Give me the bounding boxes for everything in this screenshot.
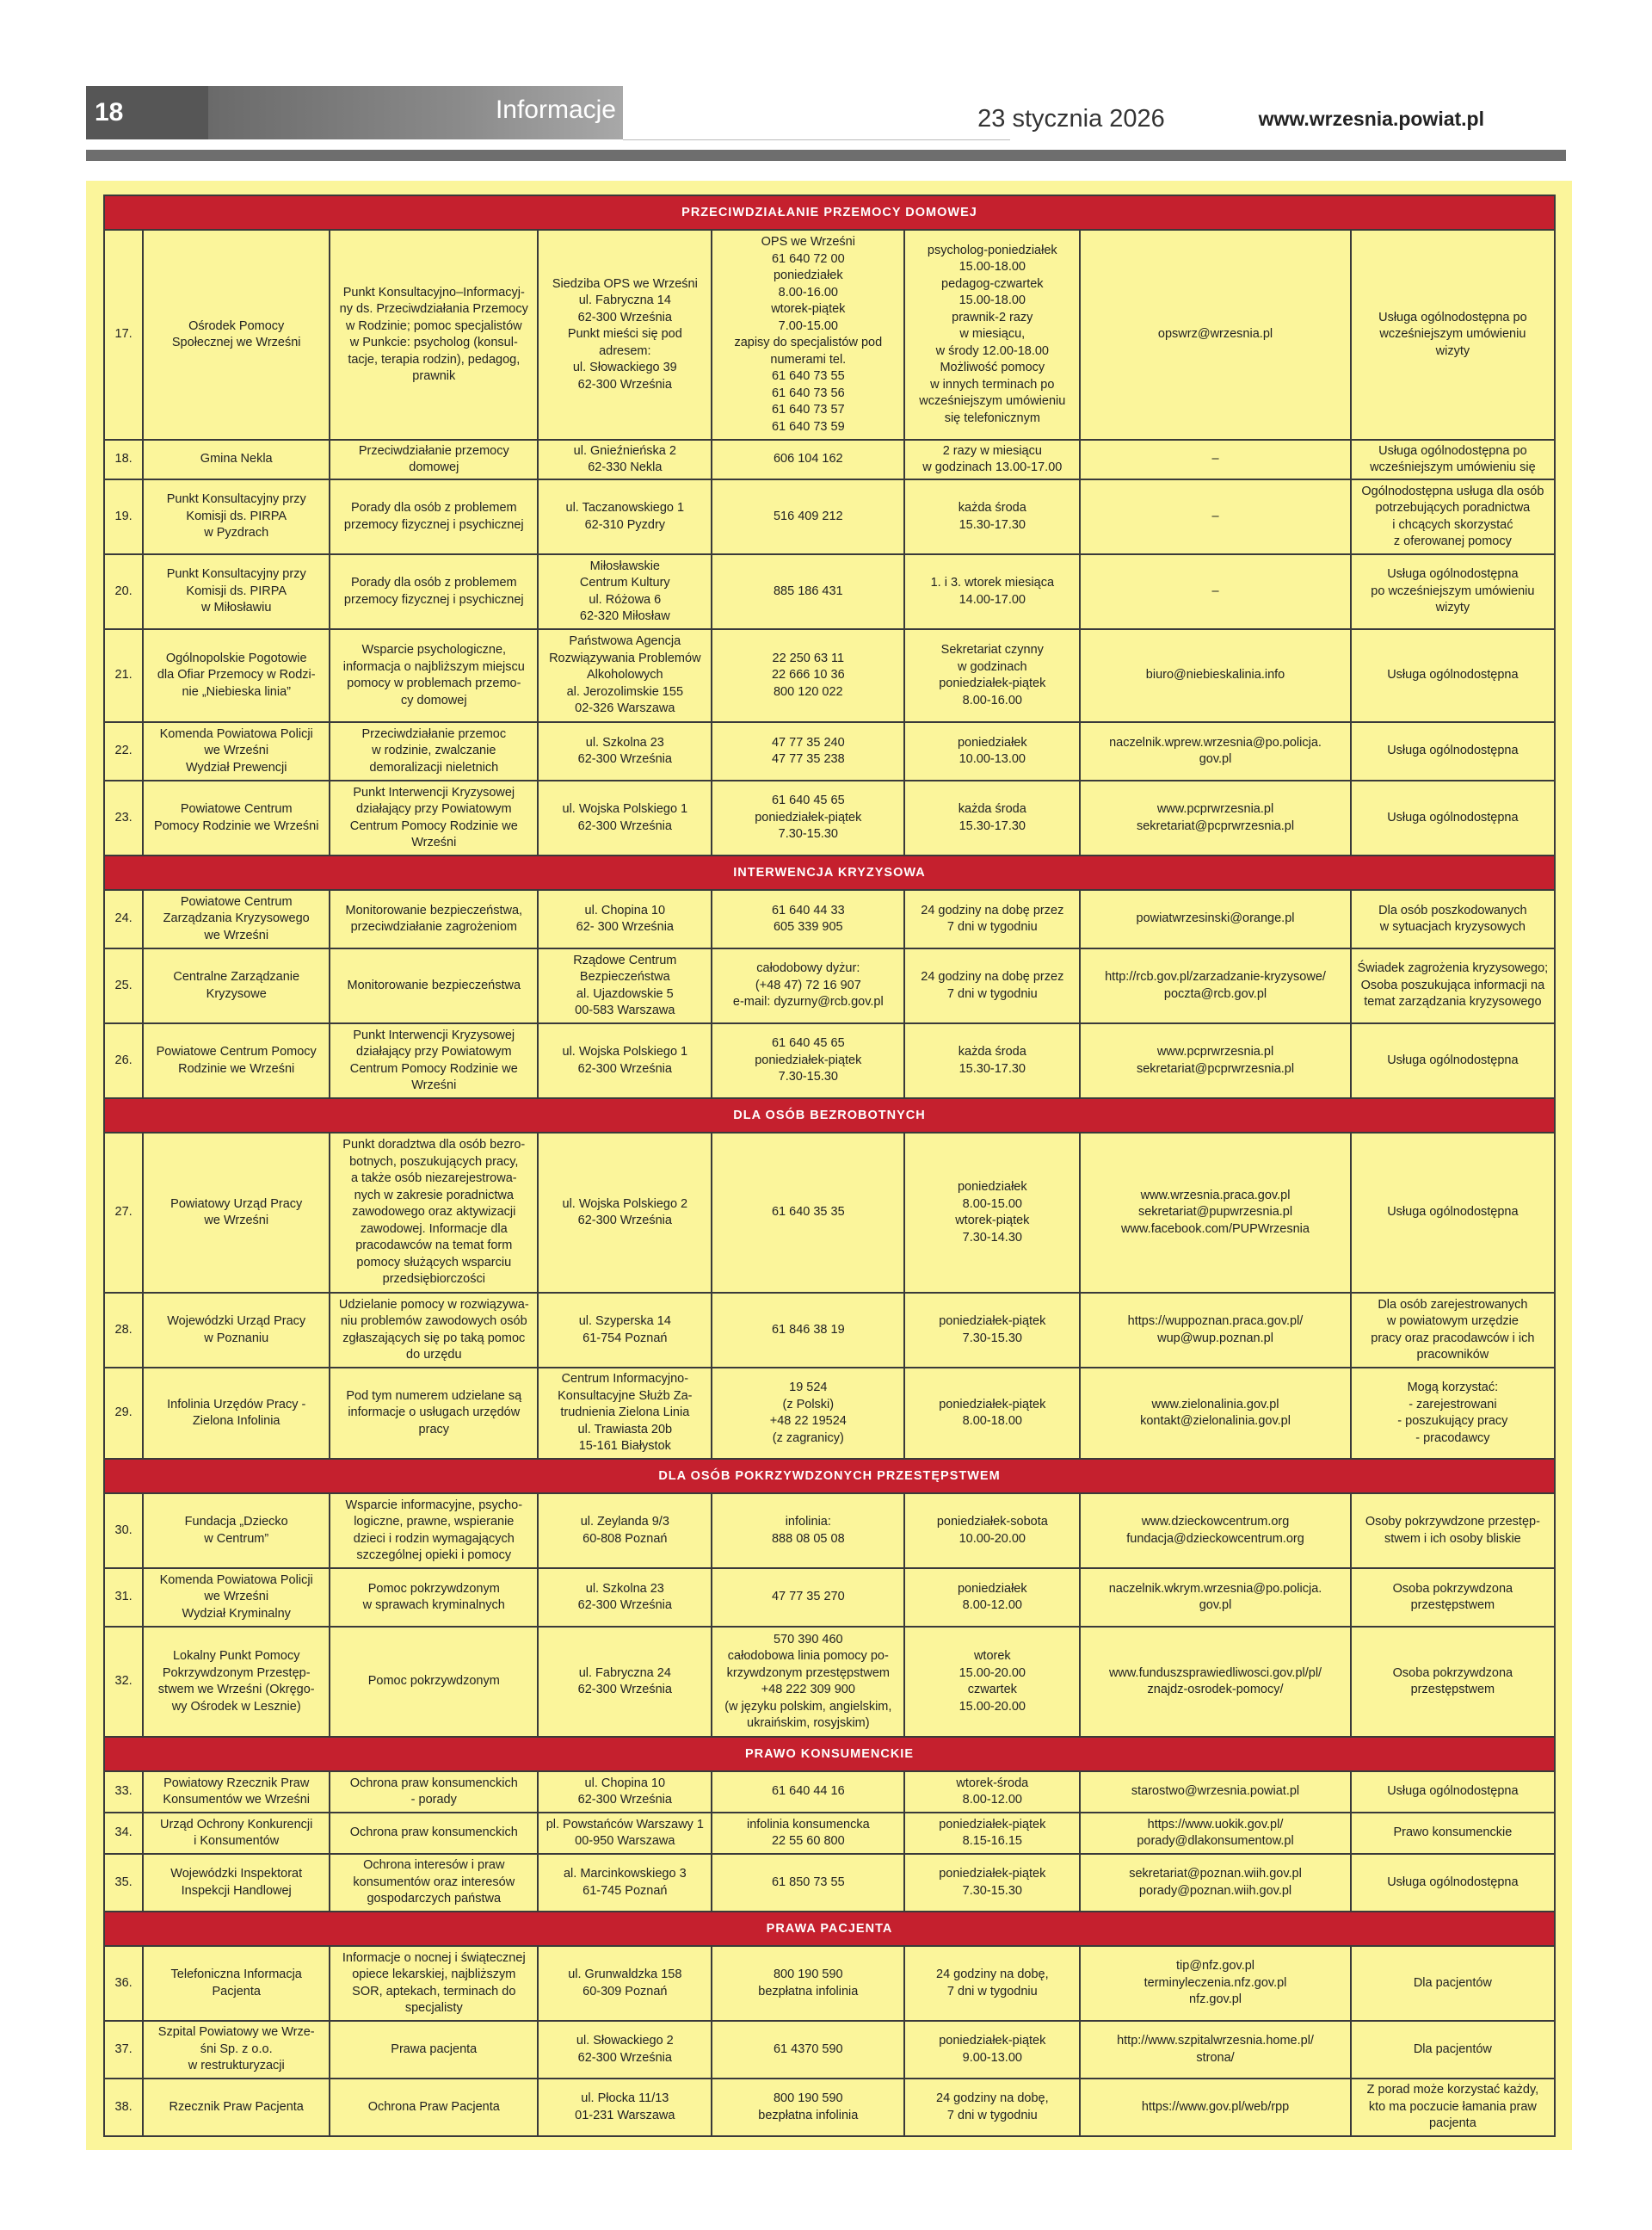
row-number: 38. — [104, 2079, 143, 2136]
table-row — [104, 1023, 1555, 1098]
opening-hours: wtorek-środa 8.00-12.00 — [904, 1771, 1080, 1813]
service-description: Informacje o nocnej i świątecznej opiece lekarskiej, najbliższym SOR, aptekach, terminach do specjalisty — [330, 1946, 538, 2021]
row-number: 24. — [104, 890, 143, 948]
phone: 61 640 44 16 — [712, 1771, 904, 1813]
phone: 606 104 162 — [712, 440, 904, 479]
table-row — [104, 479, 1555, 554]
section-header: PRZECIWDZIAŁANIE PRZEMOCY DOMOWEJ — [104, 195, 1555, 230]
row-number: 37. — [104, 2021, 143, 2079]
service-description: Przeciwdziałanie przemoc w rodzinie, zwalczanie demoralizacji nieletnich — [330, 722, 538, 781]
phone: 61 850 73 55 — [712, 1854, 904, 1912]
institution-name: Komenda Powiatowa Policji we Wrześni Wydział Prewencji — [143, 722, 330, 781]
section-header: PRAWA PACJENTA — [104, 1912, 1555, 1946]
opening-hours: każda środa 15.30-17.30 — [904, 1023, 1080, 1098]
access-info: Dla pacjentów — [1351, 1946, 1555, 2021]
institution-name: Punkt Konsultacyjny przy Komisji ds. PIRPA w Miłosławiu — [143, 554, 330, 629]
institution-name: Centralne Zarządzanie Kryzysowe — [143, 948, 330, 1023]
phone: 47 77 35 270 — [712, 1568, 904, 1627]
table-row — [104, 629, 1555, 722]
table-row — [104, 890, 1555, 948]
contact-info[interactable]: https://www.uokik.gov.pl/ porady@dlakonsumentow.pl — [1080, 1813, 1350, 1854]
row-number: 35. — [104, 1854, 143, 1912]
phone: 61 640 35 35 — [712, 1133, 904, 1293]
contact-info[interactable]: www.zielonalinia.gov.pl kontakt@zielonalinia.gov.pl — [1080, 1368, 1350, 1459]
header-rule — [86, 150, 1566, 161]
opening-hours: poniedziałek-piątek 8.15-16.15 — [904, 1813, 1080, 1854]
contact-info[interactable]: http://rcb.gov.pl/zarzadzanie-kryzysowe/ poczta@rcb.gov.pl — [1080, 948, 1350, 1023]
opening-hours: 2 razy w miesiącu w godzinach 13.00-17.00 — [904, 440, 1080, 479]
address: ul. Wojska Polskiego 1 62-300 Września — [538, 781, 712, 856]
contact-info[interactable]: – — [1080, 479, 1350, 554]
contact-info[interactable]: naczelnik.wkrym.wrzesnia@po.policja. gov.pl — [1080, 1568, 1350, 1627]
section-header: DLA OSÓB BEZROBOTNYCH — [104, 1098, 1555, 1133]
access-info: Usługa ogólnodostępna — [1351, 1023, 1555, 1098]
table-row — [104, 1627, 1555, 1737]
row-number: 27. — [104, 1133, 143, 1293]
institution-name: Wojewódzki Inspektorat Inspekcji Handlowej — [143, 1854, 330, 1912]
phone: całodobowy dyżur: (+48 47) 72 16 907 e-mail: dyzurny@rcb.gov.pl — [712, 948, 904, 1023]
contact-info[interactable]: www.pcprwrzesnia.pl sekretariat@pcprwrzesnia.pl — [1080, 781, 1350, 856]
table-row — [104, 1854, 1555, 1912]
opening-hours: psycholog-poniedziałek 15.00-18.00 pedagog-czwartek 15.00-18.00 prawnik-2 razy w miesiącu, w środy 12.00-18.00 Możliwość pomocy w innych terminach po wcześniejszym umówieniu się telefonicznym — [904, 230, 1080, 440]
access-info: Osoba pokrzywdzona przestępstwem — [1351, 1627, 1555, 1737]
service-description: Punkt Interwencji Kryzysowej działający przy Powiatowym Centrum Pomocy Rodzinie we Wrześni — [330, 1023, 538, 1098]
access-info: Usługa ogólnodostępna — [1351, 722, 1555, 781]
phone: 61 846 38 19 — [712, 1293, 904, 1368]
service-description: Monitorowanie bezpieczeństwa, przeciwdziałanie zagrożeniom — [330, 890, 538, 948]
opening-hours: poniedziałek 10.00-13.00 — [904, 722, 1080, 781]
opening-hours: Sekretariat czynny w godzinach poniedziałek-piątek 8.00-16.00 — [904, 629, 1080, 722]
table-row — [104, 1568, 1555, 1627]
row-number: 36. — [104, 1946, 143, 2021]
opening-hours: poniedziałek-piątek 8.00-18.00 — [904, 1368, 1080, 1459]
institution-name: Telefoniczna Informacja Pacjenta — [143, 1946, 330, 2021]
table-row — [104, 440, 1555, 479]
institution-name: Rzecznik Praw Pacjenta — [143, 2079, 330, 2136]
phone: 19 524 (z Polski) +48 22 19524 (z zagranicy) — [712, 1368, 904, 1459]
access-info: Ogólnodostępna usługa dla osób potrzebujących poradnictwa i chcących skorzystać z oferowanej pomocy — [1351, 479, 1555, 554]
access-info: Usługa ogólnodostępna po wcześniejszym umówieniu wizyty — [1351, 230, 1555, 440]
row-number: 25. — [104, 948, 143, 1023]
phone: 22 250 63 11 22 666 10 36 800 120 022 — [712, 629, 904, 722]
access-info: Dla pacjentów — [1351, 2021, 1555, 2079]
row-number: 30. — [104, 1493, 143, 1568]
row-number: 28. — [104, 1293, 143, 1368]
service-description: Wsparcie informacyjne, psycho- logiczne, prawne, wspieranie dzieci i rodzin wymagających szczególnej opieki i pomocy — [330, 1493, 538, 1568]
institution-name: Szpital Powiatowy we Wrze- śni Sp. z o.o. w restrukturyzacji — [143, 2021, 330, 2079]
service-description: Ochrona Praw Pacjenta — [330, 2079, 538, 2136]
contact-info[interactable]: https://wuppoznan.praca.gov.pl/ wup@wup.poznan.pl — [1080, 1293, 1350, 1368]
institution-name: Powiatowy Urząd Pracy we Wrześni — [143, 1133, 330, 1293]
row-number: 17. — [104, 230, 143, 440]
table-row — [104, 948, 1555, 1023]
service-description: Punkt doradztwa dla osób bezro- botnych, poszukujących pracy, a także osób niezarejestrowa- nych w zakresie poradnictwa zawodowego oraz aktywizacji zawodowej. Informacje dla pracodawców na temat form pomocy służących wsparciu przedsiębiorczości — [330, 1133, 538, 1293]
row-number: 21. — [104, 629, 143, 722]
table-row — [104, 2079, 1555, 2136]
institution-name: Infolinia Urzędów Pracy - Zielona Infolinia — [143, 1368, 330, 1459]
address: ul. Zeylanda 9/3 60-808 Poznań — [538, 1493, 712, 1568]
access-info: Usługa ogólnodostępna — [1351, 1854, 1555, 1912]
institution-name: Ogólnopolskie Pogotowie dla Ofiar Przemocy w Rodzi- nie „Niebieska linia” — [143, 629, 330, 722]
services-table — [103, 195, 1556, 2137]
access-info: Dla osób poszkodowanych w sytuacjach kryzysowych — [1351, 890, 1555, 948]
address: ul. Chopina 10 62- 300 Września — [538, 890, 712, 948]
institution-name: Powiatowe Centrum Zarządzania Kryzysowego we Wrześni — [143, 890, 330, 948]
contact-info[interactable]: tip@nfz.gov.pl terminyleczenia.nfz.gov.pl nfz.gov.pl — [1080, 1946, 1350, 2021]
service-description: Pod tym numerem udzielane są informacje o usługach urzędów pracy — [330, 1368, 538, 1459]
address: Państwowa Agencja Rozwiązywania Problemów Alkoholowych al. Jerozolimskie 155 02-326 Warszawa — [538, 629, 712, 722]
service-description: Pomoc pokrzywdzonym w sprawach kryminalnych — [330, 1568, 538, 1627]
institution-name: Powiatowy Rzecznik Praw Konsumentów we Wrześni — [143, 1771, 330, 1813]
contact-info[interactable]: – — [1080, 440, 1350, 479]
access-info: Świadek zagrożenia kryzysowego; Osoba poszukująca informacji na temat zarządzania kryzysowego — [1351, 948, 1555, 1023]
phone: 61 640 45 65 poniedziałek-piątek 7.30-15.30 — [712, 1023, 904, 1098]
service-description: Punkt Interwencji Kryzysowej działający przy Powiatowym Centrum Pomocy Rodzinie we Wrześni — [330, 781, 538, 856]
access-info: Z porad może korzystać każdy, kto ma poczucie łamania praw pacjenta — [1351, 2079, 1555, 2136]
table-row — [104, 1368, 1555, 1459]
contact-info[interactable]: www.wrzesnia.praca.gov.pl sekretariat@pupwrzesnia.pl www.facebook.com/PUPWrzesnia — [1080, 1133, 1350, 1293]
address: ul. Chopina 10 62-300 Września — [538, 1771, 712, 1813]
phone: 516 409 212 — [712, 479, 904, 554]
access-info: Usługa ogólnodostępna — [1351, 781, 1555, 856]
service-description: Przeciwdziałanie przemocy domowej — [330, 440, 538, 479]
opening-hours: 24 godziny na dobę przez 7 dni w tygodniu — [904, 890, 1080, 948]
contact-info[interactable]: naczelnik.wprew.wrzesnia@po.policja. gov.pl — [1080, 722, 1350, 781]
row-number: 32. — [104, 1627, 143, 1737]
table-row — [104, 1493, 1555, 1568]
opening-hours: poniedziałek-piątek 7.30-15.30 — [904, 1854, 1080, 1912]
contact-info[interactable]: www.pcprwrzesnia.pl sekretariat@pcprwrzesnia.pl — [1080, 1023, 1350, 1098]
section-title: Informacje — [495, 96, 616, 124]
phone: 61 4370 590 — [712, 2021, 904, 2079]
address: ul. Taczanowskiego 1 62-310 Pyzdry — [538, 479, 712, 554]
opening-hours: poniedziałek-piątek 9.00-13.00 — [904, 2021, 1080, 2079]
phone: 885 186 431 — [712, 554, 904, 629]
opening-hours: każda środa 15.30-17.30 — [904, 479, 1080, 554]
address: pl. Powstańców Warszawy 1 00-950 Warszawa — [538, 1813, 712, 1854]
page-number: 18 — [86, 86, 208, 139]
service-description: Prawa pacjenta — [330, 2021, 538, 2079]
access-info: Mogą korzystać: - zarejestrowani - poszukujący pracy - pracodawcy — [1351, 1368, 1555, 1459]
row-number: 22. — [104, 722, 143, 781]
table-row — [104, 1293, 1555, 1368]
address: ul. Gnieźnieńska 2 62-330 Nekla — [538, 440, 712, 479]
row-number: 26. — [104, 1023, 143, 1098]
opening-hours: 24 godziny na dobę przez 7 dni w tygodniu — [904, 948, 1080, 1023]
service-description: Porady dla osób z problemem przemocy fizycznej i psychicznej — [330, 479, 538, 554]
address: ul. Szkolna 23 62-300 Września — [538, 1568, 712, 1627]
institution-name: Komenda Powiatowa Policji we Wrześni Wydział Kryminalny — [143, 1568, 330, 1627]
website-link[interactable]: www.wrzesnia.powiat.pl — [1258, 108, 1484, 130]
opening-hours: 24 godziny na dobę, 7 dni w tygodniu — [904, 1946, 1080, 2021]
opening-hours: każda środa 15.30-17.30 — [904, 781, 1080, 856]
institution-name: Powiatowe Centrum Pomocy Rodzinie we Wrześni — [143, 781, 330, 856]
phone: OPS we Wrześni 61 640 72 00 poniedziałek 8.00-16.00 wtorek-piątek 7.00-15.00 zapisy do specjalistów pod numerami tel. 61 640 73 55 61 640 73 56 61 640 73 57 61 640 73 59 — [712, 230, 904, 440]
row-number: 33. — [104, 1771, 143, 1813]
table-row — [104, 1946, 1555, 2021]
table-row — [104, 722, 1555, 781]
phone: 800 190 590 bezpłatna infolinia — [712, 2079, 904, 2136]
address: Centrum Informacyjno- Konsultacyjne Służb Za- trudnienia Zielona Linia ul. Trawiasta 20b 15-161 Białystok — [538, 1368, 712, 1459]
address: ul. Wojska Polskiego 1 62-300 Września — [538, 1023, 712, 1098]
section-banner — [208, 86, 623, 139]
table-row — [104, 2021, 1555, 2079]
table-row — [104, 554, 1555, 629]
address: Siedziba OPS we Wrześni ul. Fabryczna 14 62-300 Września Punkt mieści się pod adresem: ul. Słowackiego 39 62-300 Września — [538, 230, 712, 440]
address: ul. Płocka 11/13 01-231 Warszawa — [538, 2079, 712, 2136]
address: ul. Szkolna 23 62-300 Września — [538, 722, 712, 781]
contact-info[interactable]: biuro@niebieskalinia.info — [1080, 629, 1350, 722]
row-number: 19. — [104, 479, 143, 554]
contact-info[interactable]: sekretariat@poznan.wiih.gov.pl porady@poznan.wiih.gov.pl — [1080, 1854, 1350, 1912]
access-info: Usługa ogólnodostępna — [1351, 629, 1555, 722]
access-info: Usługa ogólnodostępna — [1351, 1133, 1555, 1293]
address: Rządowe Centrum Bezpieczeństwa al. Ujazdowskie 5 00-583 Warszawa — [538, 948, 712, 1023]
row-number: 18. — [104, 440, 143, 479]
institution-name: Urząd Ochrony Konkurencji i Konsumentów — [143, 1813, 330, 1854]
institution-name: Wojewódzki Urząd Pracy w Poznaniu — [143, 1293, 330, 1368]
service-description: Punkt Konsultacyjno–Informacyj- ny ds. Przeciwdziałania Przemocy w Rodzinie; pomoc specjalistów w Punkcie: psycholog (konsul- tacje, terapia rodzin), pedagog, prawnik — [330, 230, 538, 440]
section-header-row — [104, 1459, 1555, 1493]
service-description: Ochrona praw konsumenckich — [330, 1813, 538, 1854]
section-header-row — [104, 1098, 1555, 1133]
row-number: 20. — [104, 554, 143, 629]
opening-hours: 24 godziny na dobę, 7 dni w tygodniu — [904, 2079, 1080, 2136]
institution-name: Gmina Nekla — [143, 440, 330, 479]
access-info: Usługa ogólnodostępna po wcześniejszym umówieniu wizyty — [1351, 554, 1555, 629]
contact-info[interactable]: http://www.szpitalwrzesnia.home.pl/ strona/ — [1080, 2021, 1350, 2079]
contact-info[interactable]: powiatwrzesinski@orange.pl — [1080, 890, 1350, 948]
opening-hours: poniedziałek 8.00-12.00 — [904, 1568, 1080, 1627]
row-number: 23. — [104, 781, 143, 856]
institution-name: Lokalny Punkt Pomocy Pokrzywdzonym Przestęp- stwem we Wrześni (Okręgo- wy Ośrodek w Lesznie) — [143, 1627, 330, 1737]
service-description: Pomoc pokrzywdzonym — [330, 1627, 538, 1737]
section-header-row — [104, 195, 1555, 230]
service-description: Ochrona interesów i praw konsumentów oraz interesów gospodarczych państwa — [330, 1854, 538, 1912]
phone: 61 640 45 65 poniedziałek-piątek 7.30-15.30 — [712, 781, 904, 856]
contact-info[interactable]: starostwo@wrzesnia.powiat.pl — [1080, 1771, 1350, 1813]
section-header: DLA OSÓB POKRZYWDZONYCH PRZESTĘPSTWEM — [104, 1459, 1555, 1493]
table-row — [104, 1133, 1555, 1293]
table-row — [104, 781, 1555, 856]
access-info: Dla osób zarejestrowanych w powiatowym urzędzie pracy oraz pracodawców i ich pracowników — [1351, 1293, 1555, 1368]
institution-name: Fundacja „Dziecko w Centrum” — [143, 1493, 330, 1568]
service-description: Udzielanie pomocy w rozwiązywa- niu problemów zawodowych osób zgłaszających się po taką pomoc do urzędu — [330, 1293, 538, 1368]
contact-info[interactable]: – — [1080, 554, 1350, 629]
address: ul. Słowackiego 2 62-300 Września — [538, 2021, 712, 2079]
table-row — [104, 230, 1555, 440]
contact-info[interactable]: www.funduszsprawiedliwosci.gov.pl/pl/ znajdz-osrodek-pomocy/ — [1080, 1627, 1350, 1737]
access-info: Usługa ogólnodostępna — [1351, 1771, 1555, 1813]
opening-hours: wtorek 15.00-20.00 czwartek 15.00-20.00 — [904, 1627, 1080, 1737]
phone: infolinia: 888 08 05 08 — [712, 1493, 904, 1568]
institution-name: Ośrodek Pomocy Społecznej we Wrześni — [143, 230, 330, 440]
section-header: INTERWENCJA KRYZYSOWA — [104, 856, 1555, 890]
page-header — [86, 86, 1566, 139]
institution-name: Punkt Konsultacyjny przy Komisji ds. PIRPA w Pyzdrach — [143, 479, 330, 554]
service-description: Ochrona praw konsumenckich - porady — [330, 1771, 538, 1813]
address: ul. Szyperska 14 61-754 Poznań — [538, 1293, 712, 1368]
row-number: 31. — [104, 1568, 143, 1627]
issue-date: 23 stycznia 2026 — [977, 105, 1165, 133]
row-number: 29. — [104, 1368, 143, 1459]
access-info: Osoby pokrzywdzone przestęp- stwem i ich osoby bliskie — [1351, 1493, 1555, 1568]
opening-hours: poniedziałek-piątek 7.30-15.30 — [904, 1293, 1080, 1368]
phone: infolinia konsumencka 22 55 60 800 — [712, 1813, 904, 1854]
section-header: PRAWO KONSUMENCKIE — [104, 1737, 1555, 1771]
phone: 47 77 35 240 47 77 35 238 — [712, 722, 904, 781]
table-row — [104, 1813, 1555, 1854]
phone: 800 190 590 bezpłatna infolinia — [712, 1946, 904, 2021]
address: ul. Wojska Polskiego 2 62-300 Września — [538, 1133, 712, 1293]
table-body — [104, 195, 1555, 2136]
service-description: Wsparcie psychologiczne, informacja o najbliższym miejscu pomocy w problemach przemo- cy domowej — [330, 629, 538, 722]
opening-hours: poniedziałek 8.00-15.00 wtorek-piątek 7.30-14.30 — [904, 1133, 1080, 1293]
table-row — [104, 1771, 1555, 1813]
address: ul. Fabryczna 24 62-300 Września — [538, 1627, 712, 1737]
service-description: Porady dla osób z problemem przemocy fizycznej i psychicznej — [330, 554, 538, 629]
phone: 570 390 460 całodobowa linia pomocy po- krzywdzonym przestępstwem +48 222 309 900 (w języku polskim, angielskim, ukraińskim, rosyjskim) — [712, 1627, 904, 1737]
contact-info[interactable]: opswrz@wrzesnia.pl — [1080, 230, 1350, 440]
section-header-row — [104, 856, 1555, 890]
contact-info[interactable]: https://www.gov.pl/web/rpp — [1080, 2079, 1350, 2136]
access-info: Prawo konsumenckie — [1351, 1813, 1555, 1854]
access-info: Usługa ogólnodostępna po wcześniejszym umówieniu się — [1351, 440, 1555, 479]
row-number: 34. — [104, 1813, 143, 1854]
section-header-row — [104, 1912, 1555, 1946]
institution-name: Powiatowe Centrum Pomocy Rodzinie we Wrześni — [143, 1023, 330, 1098]
address: al. Marcinkowskiego 3 61-745 Poznań — [538, 1854, 712, 1912]
address: Miłosławskie Centrum Kultury ul. Różowa 6 62-320 Miłosław — [538, 554, 712, 629]
contact-info[interactable]: www.dzieckowcentrum.org fundacja@dzieckowcentrum.org — [1080, 1493, 1350, 1568]
service-description: Monitorowanie bezpieczeństwa — [330, 948, 538, 1023]
phone: 61 640 44 33 605 339 905 — [712, 890, 904, 948]
opening-hours: 1. i 3. wtorek miesiąca 14.00-17.00 — [904, 554, 1080, 629]
opening-hours: poniedziałek-sobota 10.00-20.00 — [904, 1493, 1080, 1568]
address: ul. Grunwaldzka 158 60-309 Poznań — [538, 1946, 712, 2021]
section-header-row — [104, 1737, 1555, 1771]
access-info: Osoba pokrzywdzona przestępstwem — [1351, 1568, 1555, 1627]
